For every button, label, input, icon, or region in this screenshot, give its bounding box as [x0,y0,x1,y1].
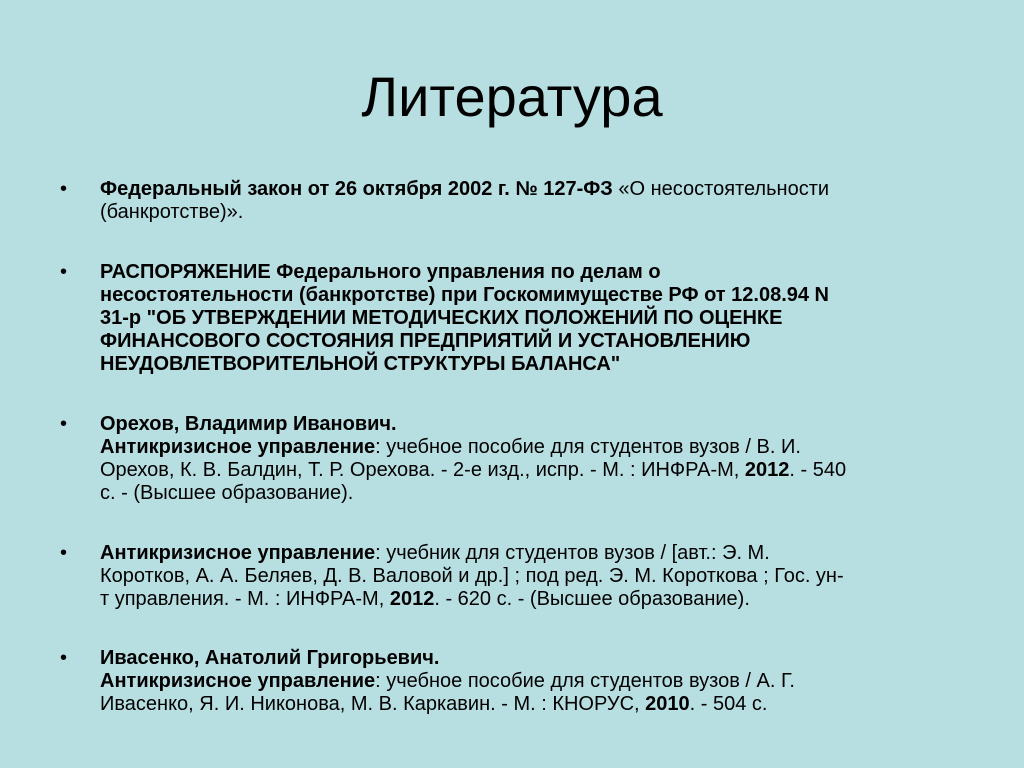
list-item-ivasenko [0,647,1024,716]
list-item-crisis-management-textbook [0,542,1024,611]
book-author: Ивасенко, Анатолий Григорьевич. [100,647,440,669]
law-title: Федеральный закон от 26 октября 2002 г. № 127-ФЗ [100,178,613,200]
item-line: несостоятельности (банкротстве) при Госкомимуществе РФ от 12.08.94 N [100,284,829,306]
book-title: Антикризисное управление [100,436,376,458]
book-title: Антикризисное управление [100,542,376,564]
item-line: 31-р "ОБ УТВЕРЖДЕНИИ МЕТОДИЧЕСКИХ ПОЛОЖЕНИЙ ПО ОЦЕНКЕ [100,307,783,329]
item-line: Антикризисное управление: учебное пособие для студентов вузов / В. И. [100,436,801,458]
publication-year: 2010 [645,693,690,715]
bullet-icon: • [60,647,68,669]
bullet-icon: • [60,542,68,564]
bullet-icon: • [60,261,68,283]
item-line: с. - (Высшее образование). [100,482,354,504]
item-line: НЕУДОВЛЕТВОРИТЕЛЬНОЙ СТРУКТУРЫ БАЛАНСА" [100,353,621,375]
item-line: Антикризисное управление: учебное пособие для студентов вузов / А. Г. [100,670,795,692]
list-item-order [0,261,1024,376]
bullet-icon: • [60,178,68,200]
item-line: РАСПОРЯЖЕНИЕ Федерального управления по делам о [100,261,661,283]
book-title: Антикризисное управление [100,670,376,692]
literature-list [0,178,1024,742]
slide-title: Литература [361,65,663,128]
publication-year: 2012 [744,459,790,481]
item-line: Коротков, А. А. Беляев, Д. В. Валовой и др.] ; под ред. Э. М. Короткова ; Гос. ун- [100,565,844,587]
item-line: Ивасенко, Я. И. Никонова, М. В. Каркавин. - М. : КНОРУС, 2010. - 504 с. [100,693,768,715]
book-author: Орехов, Владимир Иванович. [100,413,397,435]
item-line: т управления. - М. : ИНФРА-М, 2012. - 620 с. - (Высшее образование). [100,588,750,610]
item-line: Орехов, К. В. Балдин, Т. Р. Орехова. - 2-е изд., испр. - М. : ИНФРА-М, 2012. - 540 [100,459,847,481]
item-line: ФИНАНСОВОГО СОСТОЯНИЯ ПРЕДПРИЯТИЙ И УСТАНОВЛЕНИЮ [100,330,751,352]
law-name: «О несостоятельности [612,178,830,200]
item-line [100,178,964,201]
list-item-federal-law [0,178,1024,224]
item-line: Антикризисное управление: учебник для студентов вузов / [авт.: Э. М. [100,542,770,564]
item-line: (банкротстве)». [100,201,244,223]
list-item-orekhov [0,413,1024,505]
bullet-icon: • [60,413,68,435]
publication-year: 2012 [389,588,435,610]
